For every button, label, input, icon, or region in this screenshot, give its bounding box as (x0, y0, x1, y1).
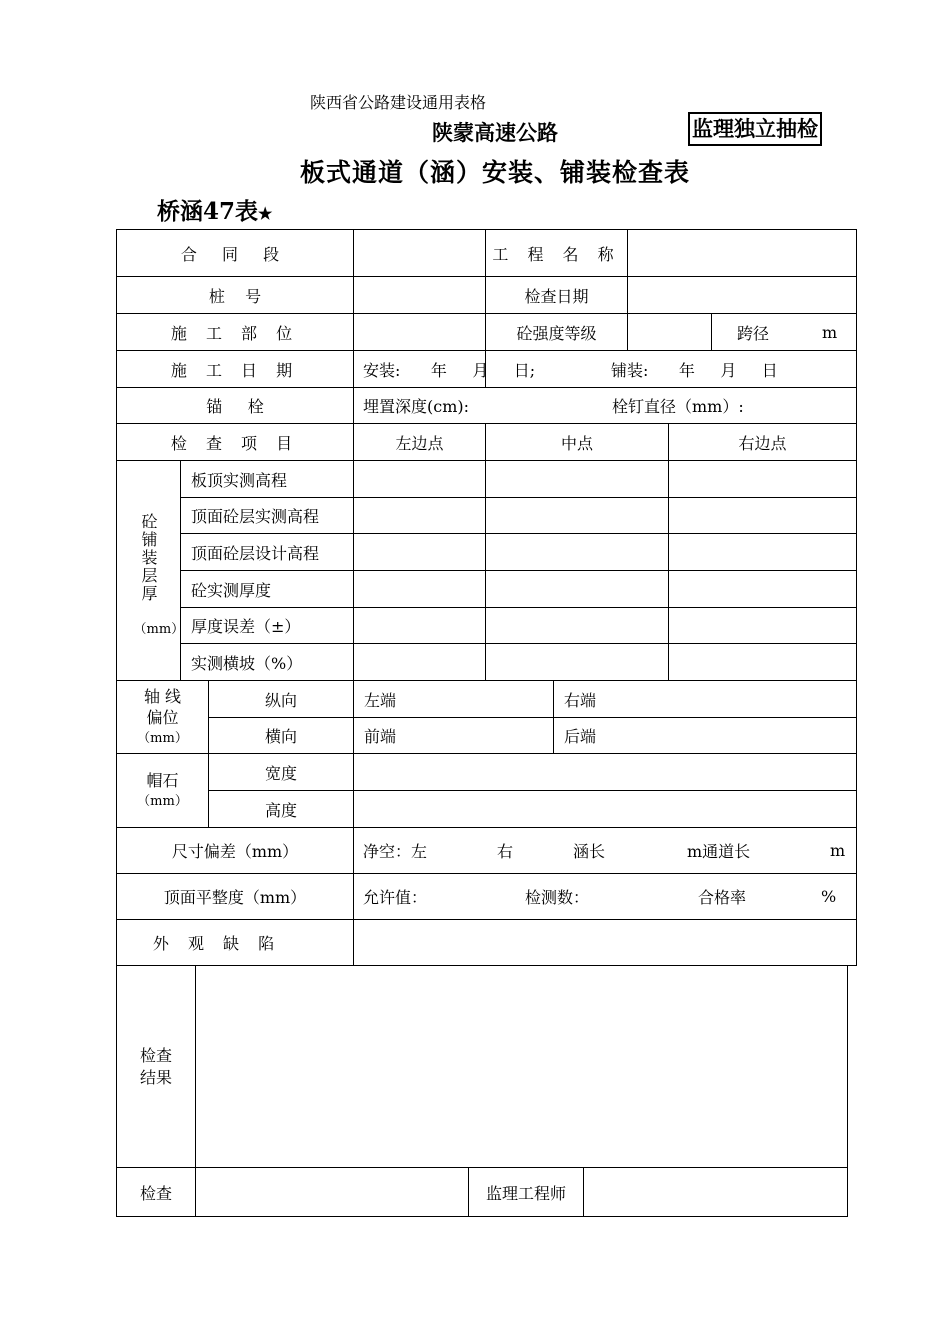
longitudinal-label: 纵向 (264, 690, 297, 710)
paving-thickness-label: 砼铺装层厚 (139, 513, 158, 603)
cap-height-label: 高度 (264, 800, 297, 820)
span-unit: m (822, 322, 838, 342)
checker-label: 检查 (139, 1183, 172, 1203)
cap-width-label: 宽度 (264, 763, 297, 783)
concrete-grade-label: 砼强度等级 (516, 323, 597, 343)
project-name-label: 工 程 名 称 (492, 244, 621, 264)
grid-line (711, 313, 712, 350)
paving-item: 顶面砼层实测高程 (191, 507, 320, 526)
check-result-label (117, 966, 195, 1167)
station-label: 桩 号 (208, 286, 262, 306)
checker-signature[interactable] (196, 1168, 468, 1216)
axis-label-unit: （mm） (137, 730, 188, 746)
grid-line (668, 423, 669, 680)
flatness-label: 顶面平整度（mm） (163, 888, 307, 907)
anchor-bolt-label: 锚 栓 (206, 397, 264, 416)
cap-width-value[interactable] (354, 754, 856, 790)
right-end-label: 右端 (564, 690, 597, 710)
paving-item: 实测横坡（%） (191, 653, 303, 673)
check-result-text: 检查结果 (139, 1045, 172, 1087)
construction-part-value[interactable] (354, 314, 485, 350)
back-end-label: 后端 (564, 727, 597, 746)
install-date: 安装: 年 月 日; (363, 360, 536, 380)
supervisor-signature[interactable] (584, 1168, 847, 1216)
grid-line (485, 423, 486, 680)
front-end-label: 前端 (364, 727, 397, 746)
paving-item: 厚度误差（±） (191, 617, 301, 636)
paving-thickness-group (117, 461, 185, 680)
appearance-defects-label: 外 观 缺 陷 (152, 934, 282, 953)
table-border-right (856, 229, 857, 966)
station-value[interactable] (354, 277, 485, 313)
clearance-left-label: 净空：左 (363, 842, 428, 861)
check-result-value[interactable] (196, 966, 847, 1167)
table-border-bottom (116, 1216, 848, 1217)
contract-section-value[interactable] (354, 230, 485, 276)
paving-item: 砼实测厚度 (191, 580, 272, 600)
clearance-right-label: 右 (497, 842, 514, 861)
supervision-stamp: 监理独立抽检 (688, 112, 822, 146)
axis-offset-group (117, 681, 208, 753)
allowed-value-label: 允许值： (363, 888, 428, 907)
mid-point-header: 中点 (560, 433, 593, 453)
check-date-label: 检查日期 (524, 286, 589, 306)
check-count-label: 检测数： (525, 888, 590, 907)
pass-rate-label: 合格率 (698, 888, 747, 907)
star-icon: ★ (258, 204, 273, 223)
construction-part-label: 施 工 部 位 (170, 323, 300, 343)
form-code-text: 桥涵47表 (157, 198, 259, 225)
check-item-header: 检 查 项 目 (170, 433, 300, 453)
paving-thickness-unit: （mm） (133, 622, 185, 637)
paving-item: 顶面砼层设计高程 (191, 543, 320, 563)
form-source-label: 陕西省公路建设通用表格 (310, 93, 487, 112)
contract-section-label: 合 同 段 (180, 244, 290, 264)
left-point-header: 左边点 (395, 433, 444, 453)
embed-depth-label: 埋置深度(cm): (363, 397, 470, 416)
transverse-label: 横向 (264, 727, 297, 746)
page-title: 板式通道（涵）安装、铺装检查表 (300, 158, 691, 187)
project-name-value[interactable] (628, 230, 856, 276)
passage-length-label: m通道长 (687, 842, 751, 861)
left-end-label: 左端 (364, 690, 397, 710)
appearance-defects-value[interactable] (354, 920, 856, 965)
dimension-deviation-label: 尺寸偏差（mm） (171, 842, 299, 861)
cap-stone-label: 帽石 (146, 770, 179, 790)
span-label: 跨径 (737, 323, 770, 343)
right-point-header: 右边点 (738, 433, 787, 453)
dimension-unit: m (830, 841, 846, 860)
paving-date: 铺装: 年 月 日 (611, 360, 778, 380)
supervisor-label: 监理工程师 (485, 1183, 566, 1203)
axis-label-line1: 轴 线 (143, 686, 182, 706)
bolt-diameter-label: 栓钉直径（mm）: (612, 397, 744, 416)
axis-label-line2: 偏位 (146, 707, 179, 727)
cap-height-value[interactable] (354, 791, 856, 827)
check-date-value[interactable] (628, 277, 856, 313)
concrete-grade-value[interactable] (628, 314, 711, 350)
culvert-length-label: 涵长 (573, 842, 606, 861)
construction-date-label: 施 工 日 期 (170, 360, 300, 380)
cap-stone-unit: （mm） (137, 793, 188, 809)
road-name: 陕蒙高速公路 (432, 121, 558, 145)
paving-item: 板顶实测高程 (191, 470, 288, 490)
form-code (157, 193, 272, 226)
cap-stone-group (117, 754, 208, 827)
percent-unit: % (821, 887, 837, 906)
table-border-right-lower (847, 965, 848, 1217)
